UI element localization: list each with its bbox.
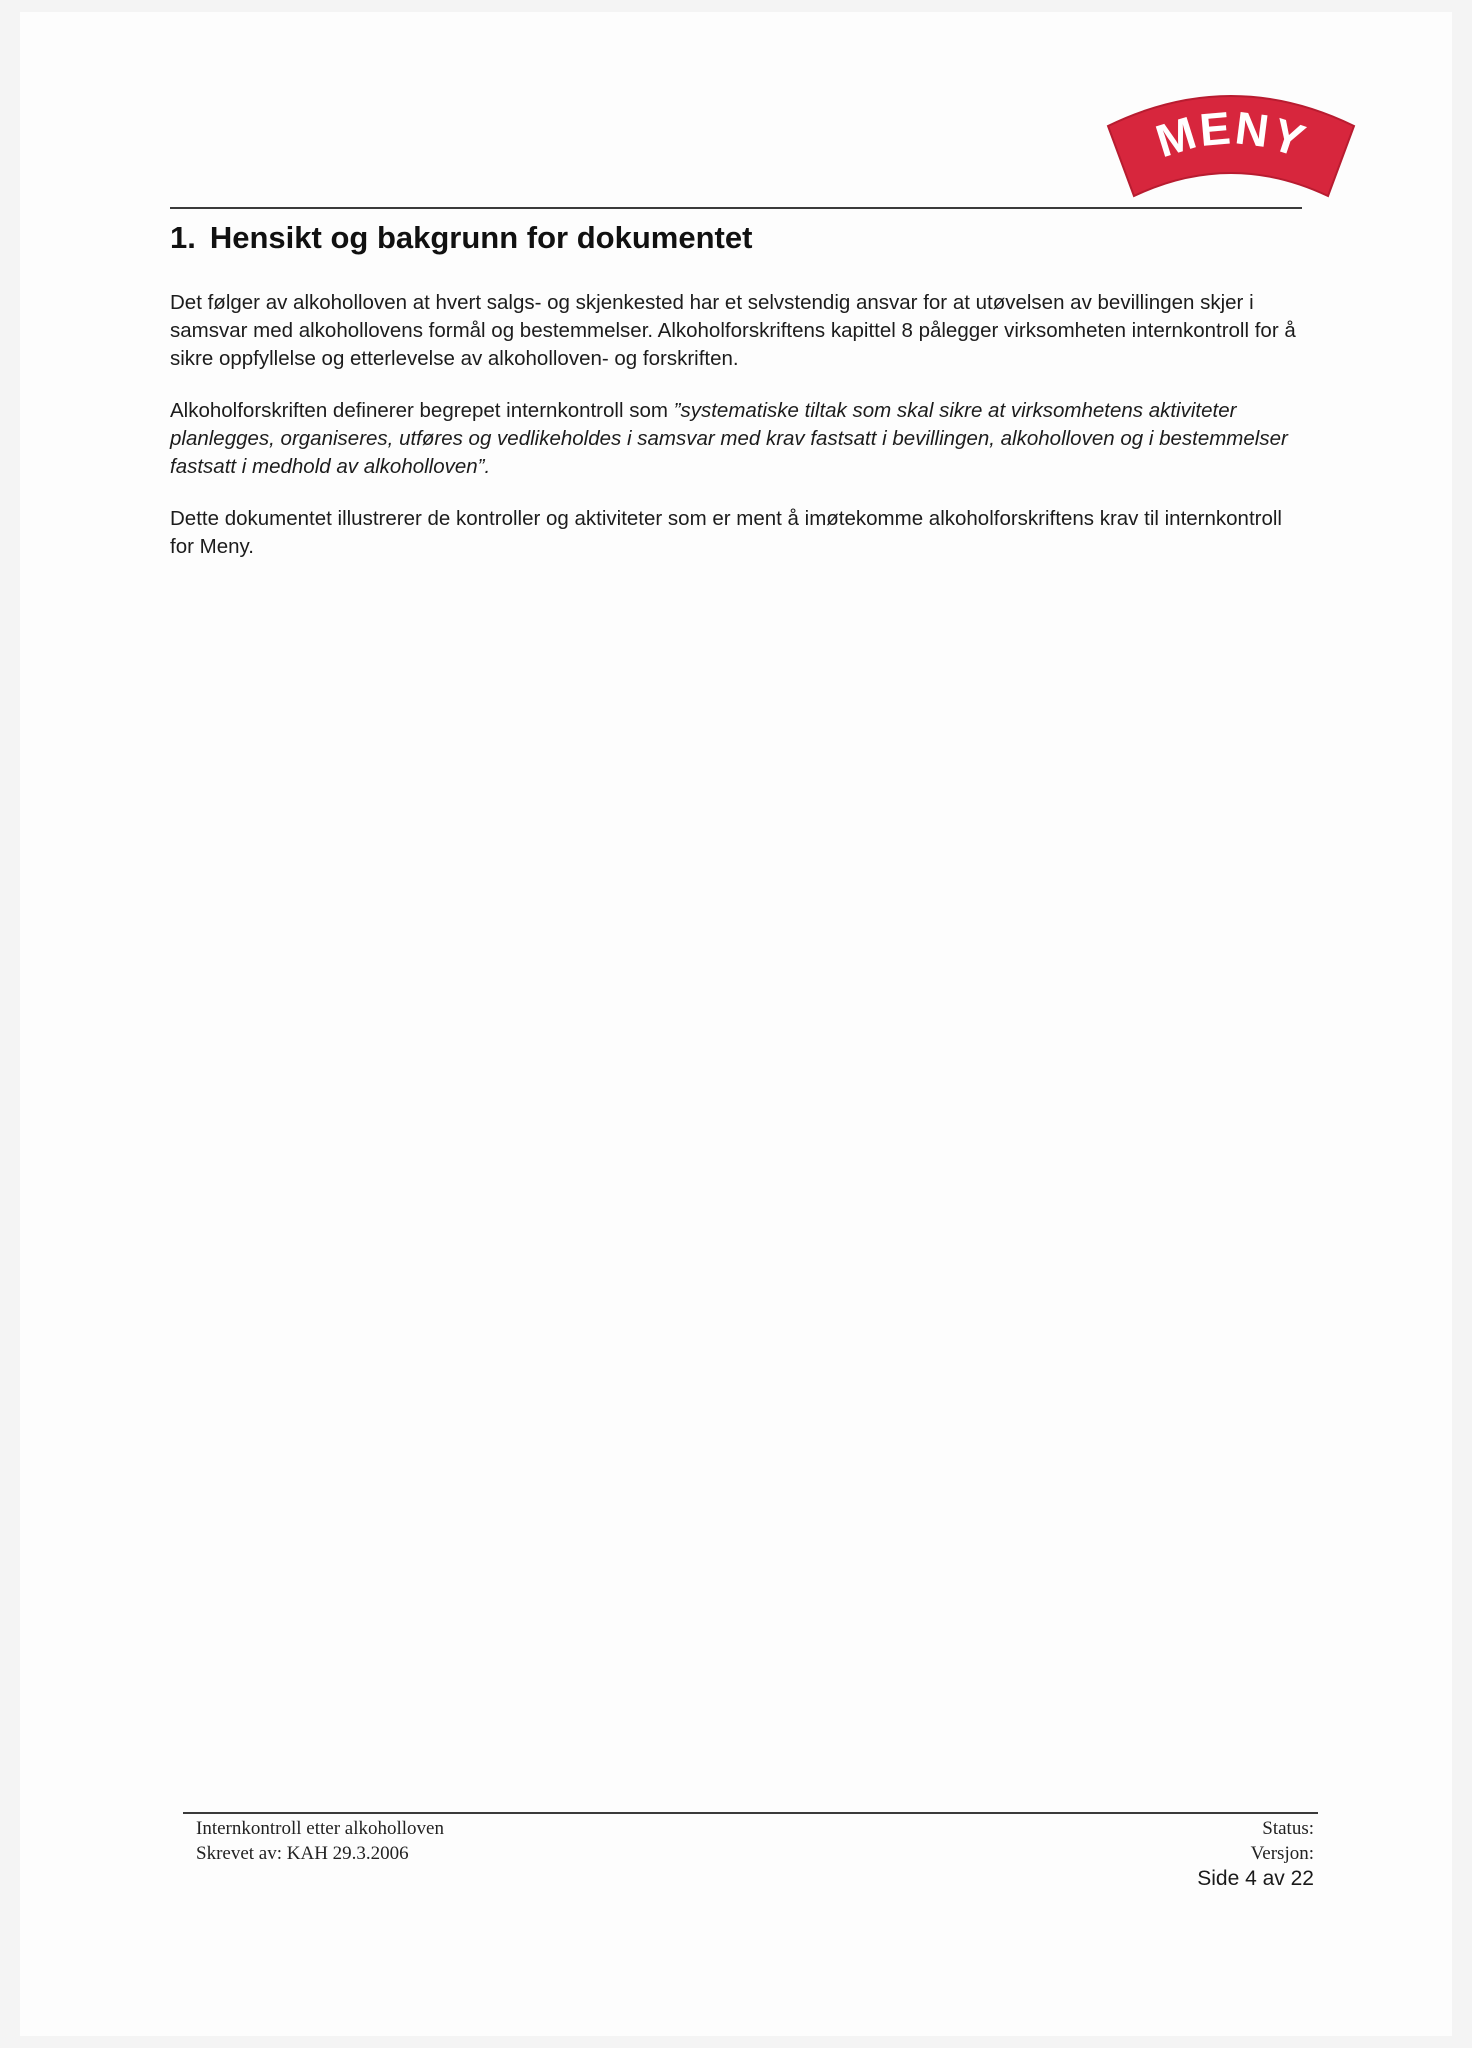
- footer-doc-title: Internkontroll etter alkoholloven: [196, 1818, 444, 1839]
- footer-version: Versjon:: [1250, 1843, 1314, 1864]
- logo-text: MENY: [1149, 101, 1313, 168]
- definition-intro: Alkoholforskriften definerer begrepet internkontroll som: [170, 399, 674, 422]
- page-number: Side 4 av 22: [1197, 1867, 1314, 1890]
- paragraph-scope: Dette dokumentet illustrerer de kontroller og aktiviteter som er ment å imøtekomme alkoholforskriftens krav til internkontroll for Meny.: [170, 507, 1282, 558]
- footer-author: Skrevet av: KAH 29.3.2006: [196, 1843, 409, 1864]
- paragraph-definition: [170, 397, 1310, 481]
- footer-right: [1197, 1816, 1314, 1892]
- footer-divider: [183, 1812, 1318, 1814]
- meny-logo: [1100, 88, 1362, 203]
- section-number: 1.: [170, 220, 196, 255]
- paragraph-purpose: Det følger av alkoholloven at hvert salgs- og skjenkested har et selvstendig ansvar for at utøvelsen av bevillingen skjer i samsvar med alkohollovens formål og bestemmelser. Alkoholforskriftens kapittel 8 pålegger virksomheten internkontroll for å sikre oppfyllelse og etterlevelse av alkoholloven- og forskriften.: [170, 291, 1296, 370]
- section-heading: [170, 220, 752, 256]
- footer-status: Status:: [1262, 1818, 1314, 1839]
- definition-quote: ”systematiske tiltak som skal sikre at virksomhetens aktiviteter planlegges, organiseres, utføres og vedlikeholdes i samsvar med krav fastsatt i bevillingen, alkoholloven og i bestemmelser fastsatt i medhold av alkoholloven”.: [170, 399, 1288, 478]
- footer-left: [196, 1816, 444, 1866]
- section-title: Hensikt og bakgrunn for dokumentet: [209, 220, 753, 255]
- header-divider: [170, 207, 1302, 209]
